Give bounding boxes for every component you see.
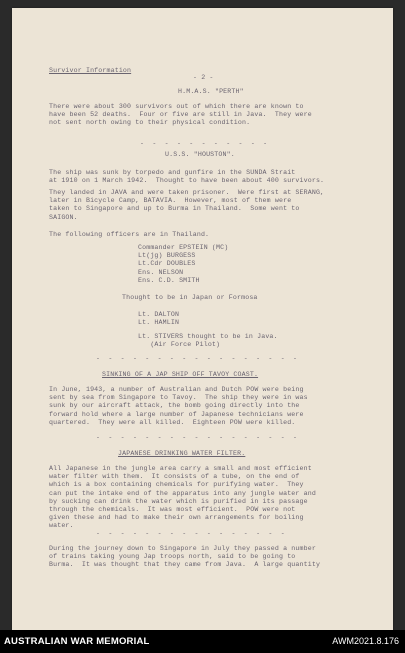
footer-org: AUSTRALIAN WAR MEMORIAL (4, 636, 150, 647)
section-paragraph: The ship was sunk by torpedo and gunfire in the SUNDA Strait at 1910 on 1 March 1942. Thought to have been about 400 survivors. (49, 169, 325, 185)
officer-list-japan: Lt. DALTON Lt. HAMLIN (138, 311, 180, 327)
separator: - - - - - - - - - - - - - - - - - (96, 355, 300, 362)
section-body-filter: All Japanese in the jungle area carry a small and most efficient water filter with them. It consists of a tube, on the end of which is a box containing chemicals for purifying water. They can put the intake end of the apparatus into any jungle water and by sucking can drink the water which is purified in its passage through the chemicals. It was most efficient. POW were not given these and had to make their own arrangements for boiling water. (49, 465, 316, 530)
section-paragraph: The following officers are in Thailand. (49, 231, 210, 238)
document-page (12, 8, 393, 630)
section-title-tavoy: SINKING OF A JAP SHIP OFF TAVOY COAST. (102, 371, 259, 378)
separator: - - - - - - - - - - - - - - - - - (96, 434, 300, 441)
section-body-journey: During the journey down to Singapore in July they passed a number of trains taking young Jap troops north, said to be going to Burma. It was thought that they came from Java. A large quantity (49, 545, 321, 569)
section-body-tavoy: In June, 1943, a number of Australian and Dutch POW were being sent by sea from Singapore to Tavoy. The ship they were in was sunk by our aircraft attack, the bomb going directly into the forward hold where a large number of Japanese technicians were quartered. They were all killed. Eighteen POW were killed. (49, 386, 308, 426)
section-title-perth: H.M.A.S. "PERTH" (178, 88, 244, 95)
header-label: Survivor Information (49, 67, 132, 74)
footer-bar (0, 630, 405, 653)
officer-list-thailand: Commander EPSTEIN (MC) Lt(jg) BURGESS Lt.Cdr DOUBLES Ens. NELSON Ens. C.D. SMITH (138, 244, 229, 284)
officer-java: Lt. STIVERS thought to be in Java. (Air Force Pilot) (138, 333, 278, 349)
section-title-houston: U.S.S. "HOUSTON". (165, 151, 235, 158)
separator: - - - - - - - - - - - (140, 140, 270, 147)
footer-ref: AWM2021.8.176 (332, 636, 399, 646)
page-number: - 2 - (193, 74, 214, 81)
separator: - - - - - - - - - - - - - - - - (96, 530, 287, 537)
japan-intro: Thought to be in Japan or Formosa (122, 294, 258, 301)
section-title-filter: JAPANESE DRINKING WATER FILTER. (118, 450, 246, 457)
section-paragraph: They landed in JAVA and were taken prisoner. Were first at SERANG, later in Bicycle Camp, BATAVIA. However, most of them were taken to Singapore and up to Burma in Thailand. Some went to SAIGON. (49, 189, 325, 221)
section-body-perth: There were about 300 survivors out of which there are known to have been 52 deaths. Four or five are still in Java. They were not sent north owing to their physical condition. (49, 103, 312, 127)
